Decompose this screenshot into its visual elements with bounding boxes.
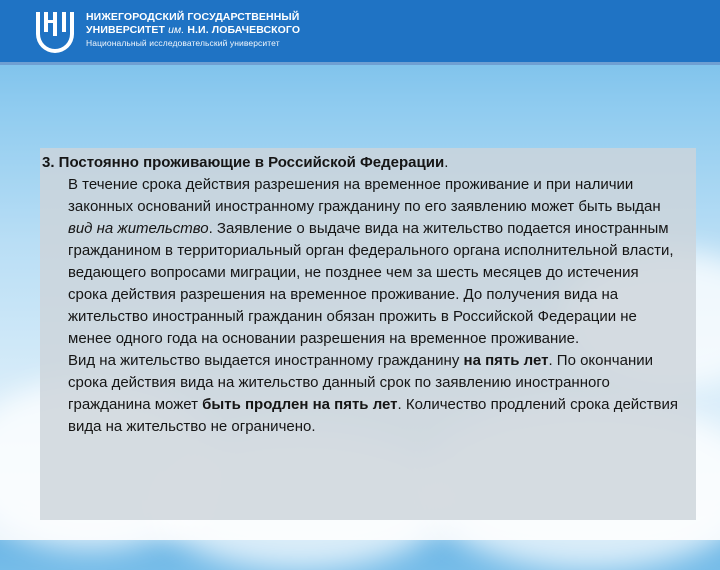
section-heading — [42, 152, 682, 174]
paragraph2-text-a: Вид на жительство выдается иностранному гражданину — [68, 352, 464, 369]
paragraph2-text-c: . Количество продлений срока действия вида на жительство не ограничено. — [68, 396, 679, 435]
university-line2-post: Н.И. ЛОБАЧЕВСКОГО — [184, 24, 301, 36]
section-heading-text: 3. Постоянно проживающие в Российской Федерации — [42, 154, 445, 171]
university-line3: Национальный исследовательский университет — [86, 38, 280, 48]
university-line2-im: им. — [168, 24, 185, 36]
paragraph-validity — [42, 350, 682, 438]
university-line2-pre: УНИВЕРСИТЕТ — [86, 24, 169, 36]
university-line1: НИЖЕГОРОДСКИЙ ГОСУДАРСТВЕННЫЙ — [86, 11, 300, 23]
nngu-logo-icon — [32, 8, 78, 54]
paragraph1-italic: вид на жительство — [68, 220, 209, 237]
university-name — [86, 11, 300, 50]
paragraph1-text-b: . Заявление о выдаче вида на жительство подается иностранным гражданином в территориальный орган федерального органа исполнительной власти, ведающего вопросами миграции, не позднее чем за шесть месяцев до истечения срока действия разрешения на временное проживание. До получения вида на жительство иностранный гражданин обязан прожить в Российской Федерации не менее одного года на основании разрешения на временное проживание. — [68, 220, 674, 347]
paragraph2-bold1: на пять лет — [463, 352, 549, 369]
paragraph2-text-b: . По окончании срока действия вида на жительство данный срок по заявлению иностранного гражданина может — [68, 352, 653, 413]
paragraph1-text-a: В течение срока действия разрешения на временное проживание и при наличии законных оснований иностранному гражданину по его заявлению может быть выдан — [68, 176, 661, 215]
section-heading-tail: . — [444, 154, 449, 171]
paragraph2-bold2: быть продлен на пять лет — [202, 396, 398, 413]
university-line2 — [86, 24, 300, 37]
slide-content — [42, 152, 682, 438]
header-bar — [0, 0, 720, 65]
paragraph-residence-permit — [42, 174, 682, 350]
